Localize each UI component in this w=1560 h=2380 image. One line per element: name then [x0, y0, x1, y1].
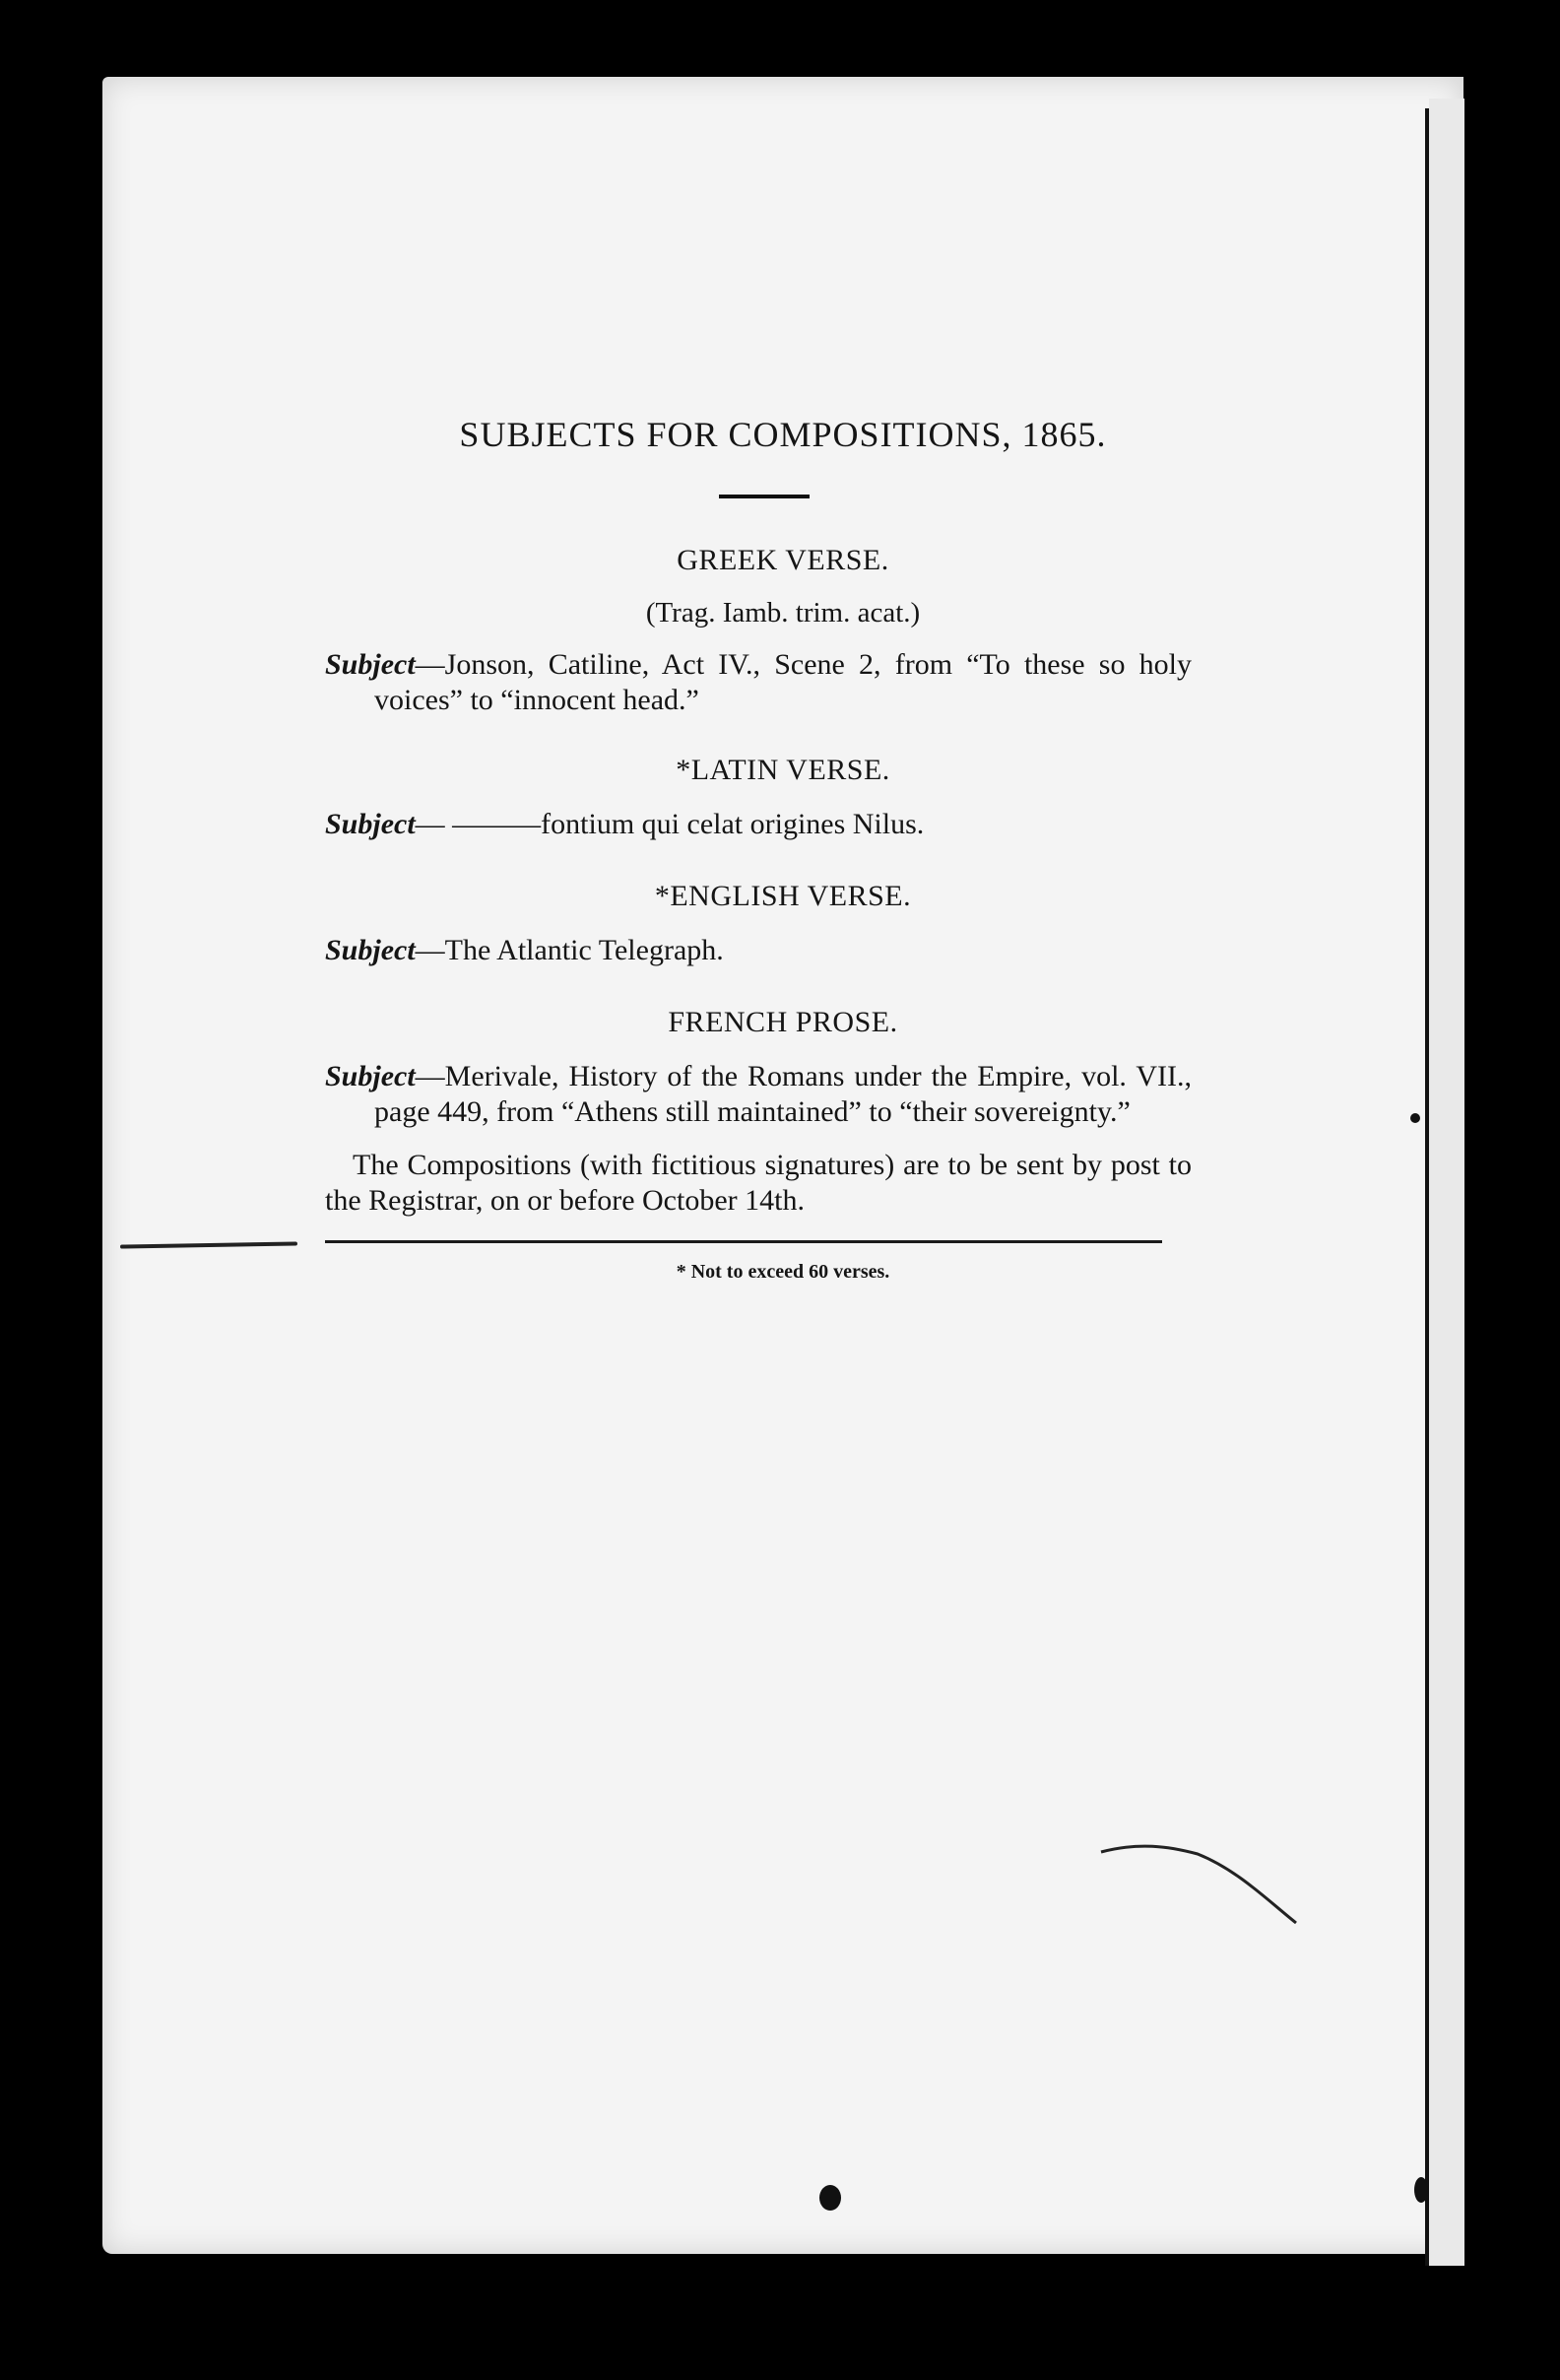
document-title: SUBJECTS FOR COMPOSITIONS, 1865.: [459, 415, 1107, 454]
section-subject: [325, 933, 1192, 968]
subject-label: Subject: [325, 808, 416, 840]
section-greek-verse: [325, 544, 1192, 718]
footnote: * Not to exceed 60 verses.: [676, 1261, 890, 1283]
subject-text: — ———fontium qui celat origines Nilus.: [415, 808, 925, 840]
subject-text: —Jonson, Catiline, Act IV., Scene 2, from “To these so holy voices” to “innocent head.”: [374, 648, 1192, 716]
section-subject: [325, 647, 1192, 718]
section-latin-verse: [325, 754, 1192, 842]
subject-text: —Merivale, History of the Romans under the Empire, vol. VII., page 449, from “Athens still maintained” to “their sovereignty.”: [374, 1060, 1192, 1128]
section-subject: [325, 807, 1192, 842]
pencil-scrawl: [1099, 1840, 1316, 1929]
page-fold-line: [1425, 108, 1429, 2266]
section-heading: FRENCH PROSE.: [668, 1006, 898, 1038]
section-heading: GREEK VERSE.: [677, 544, 889, 576]
title-rule: [719, 495, 810, 498]
footnote-rule: [325, 1240, 1162, 1243]
ink-blot: [1414, 2177, 1428, 2203]
section-french-prose: [325, 1006, 1192, 1130]
section-heading: *ENGLISH VERSE.: [654, 880, 912, 912]
section-heading: *LATIN VERSE.: [676, 754, 890, 786]
subject-label: Subject: [325, 1060, 416, 1092]
section-subject: [325, 1059, 1192, 1130]
facing-page-edge: [1429, 99, 1464, 2266]
subject-label: Subject: [325, 648, 416, 681]
subject-label: Subject: [325, 934, 416, 966]
section-subheading: (Trag. Iamb. trim. acat.): [645, 597, 921, 628]
section-english-verse: [325, 880, 1192, 968]
subject-text: —The Atlantic Telegraph.: [415, 934, 724, 966]
ink-blot: [1410, 1113, 1420, 1123]
submission-notice: The Compositions (with fictitious signatures) are to be sent by post to the Registrar, on or before October 14th.: [325, 1149, 1192, 1217]
document-body: [325, 414, 1192, 1284]
ink-blot: [819, 2185, 841, 2211]
